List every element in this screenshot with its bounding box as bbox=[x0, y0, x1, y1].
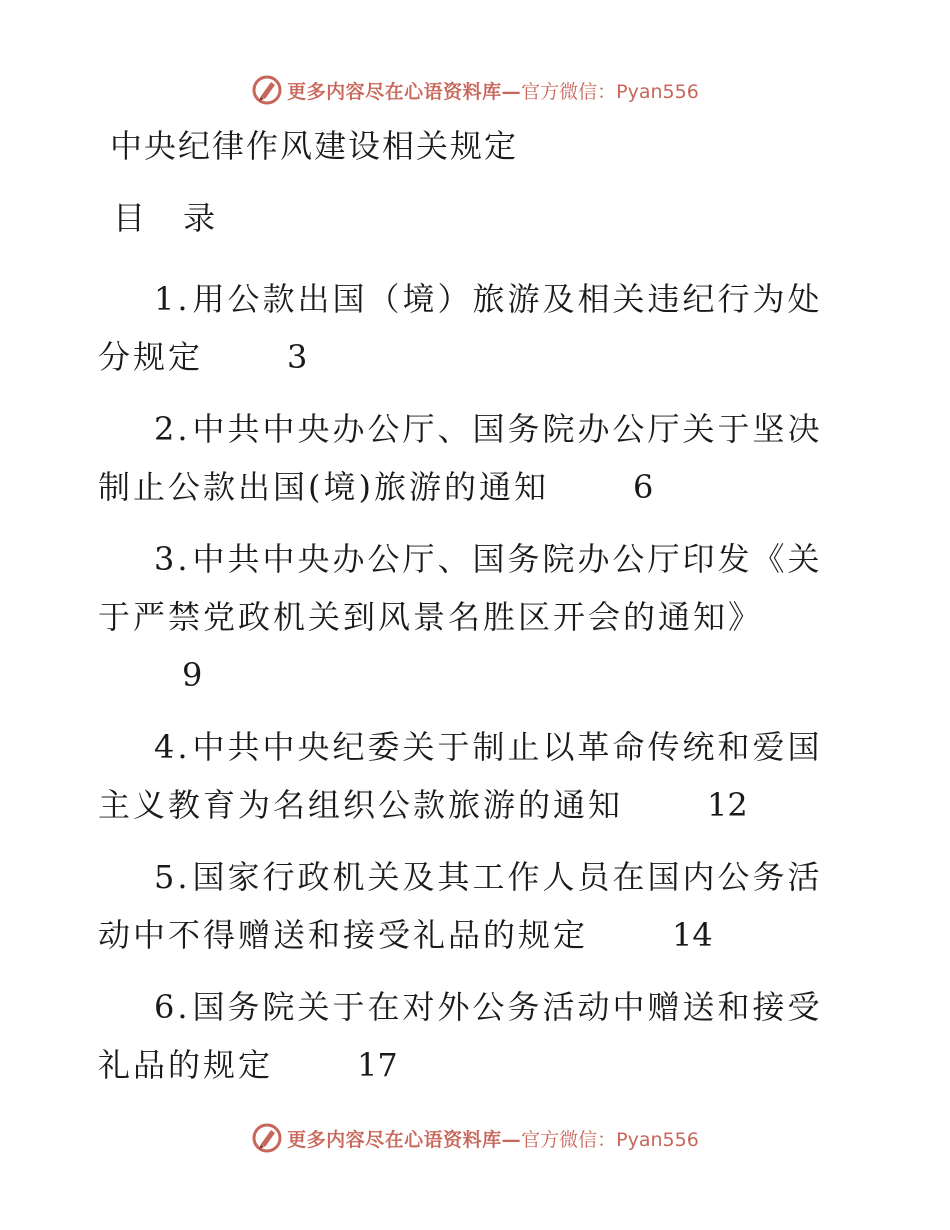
watermark-contact: 官方微信：Pyan556 bbox=[521, 1128, 699, 1151]
toc-item-title: 国务院关于在对外公务活动中赠送和接受礼品的规定 bbox=[98, 988, 823, 1084]
toc-item-number: 6. bbox=[154, 988, 191, 1026]
document-title: 中央纪律作风建设相关规定 bbox=[110, 127, 519, 165]
toc-item-title: 中共中央办公厅、国务院办公厅印发《关于严禁党政机关到风景名胜区开会的通知》 bbox=[98, 540, 823, 636]
toc-item[interactable] bbox=[98, 530, 838, 704]
pen-logo-icon bbox=[251, 1122, 283, 1154]
toc-item-title: 用公款出国（境）旅游及相关违纪行为处分规定 bbox=[98, 280, 823, 376]
toc-item-number: 4. bbox=[154, 728, 191, 766]
pen-logo-icon bbox=[251, 74, 283, 106]
watermark-footer bbox=[0, 1118, 950, 1158]
toc-item-page: 12 bbox=[707, 786, 748, 824]
toc-item-page: 6 bbox=[632, 468, 654, 506]
watermark-text: 更多内容尽在心语资料库— bbox=[287, 80, 522, 103]
toc-item-title: 中共中央办公厅、国务院办公厅关于坚决制止公款出国(境)旅游的通知 bbox=[98, 410, 823, 506]
table-of-contents bbox=[98, 270, 838, 1108]
watermark-header bbox=[0, 70, 950, 110]
toc-item-number: 3. bbox=[154, 540, 191, 578]
toc-item[interactable] bbox=[98, 978, 838, 1094]
toc-item-page: 14 bbox=[672, 916, 713, 954]
watermark-contact: 官方微信：Pyan556 bbox=[521, 80, 699, 103]
toc-item-title: 中共中央纪委关于制止以革命传统和爱国主义教育为名组织公款旅游的通知 bbox=[98, 728, 823, 824]
toc-item-number: 2. bbox=[154, 410, 191, 448]
toc-item-title: 国家行政机关及其工作人员在国内公务活动中不得赠送和接受礼品的规定 bbox=[98, 858, 823, 954]
toc-heading: 目 录 bbox=[113, 199, 230, 237]
toc-item[interactable] bbox=[98, 718, 838, 834]
toc-item-number: 1. bbox=[154, 280, 191, 318]
toc-item-page: 17 bbox=[357, 1046, 398, 1084]
toc-item-number: 5. bbox=[154, 858, 191, 896]
toc-item[interactable] bbox=[98, 848, 838, 964]
toc-item-page: 3 bbox=[287, 338, 308, 376]
toc-item-page: 9 bbox=[182, 656, 203, 694]
watermark-text: 更多内容尽在心语资料库— bbox=[287, 1128, 522, 1151]
toc-item[interactable] bbox=[98, 400, 838, 516]
toc-item[interactable] bbox=[98, 270, 838, 386]
